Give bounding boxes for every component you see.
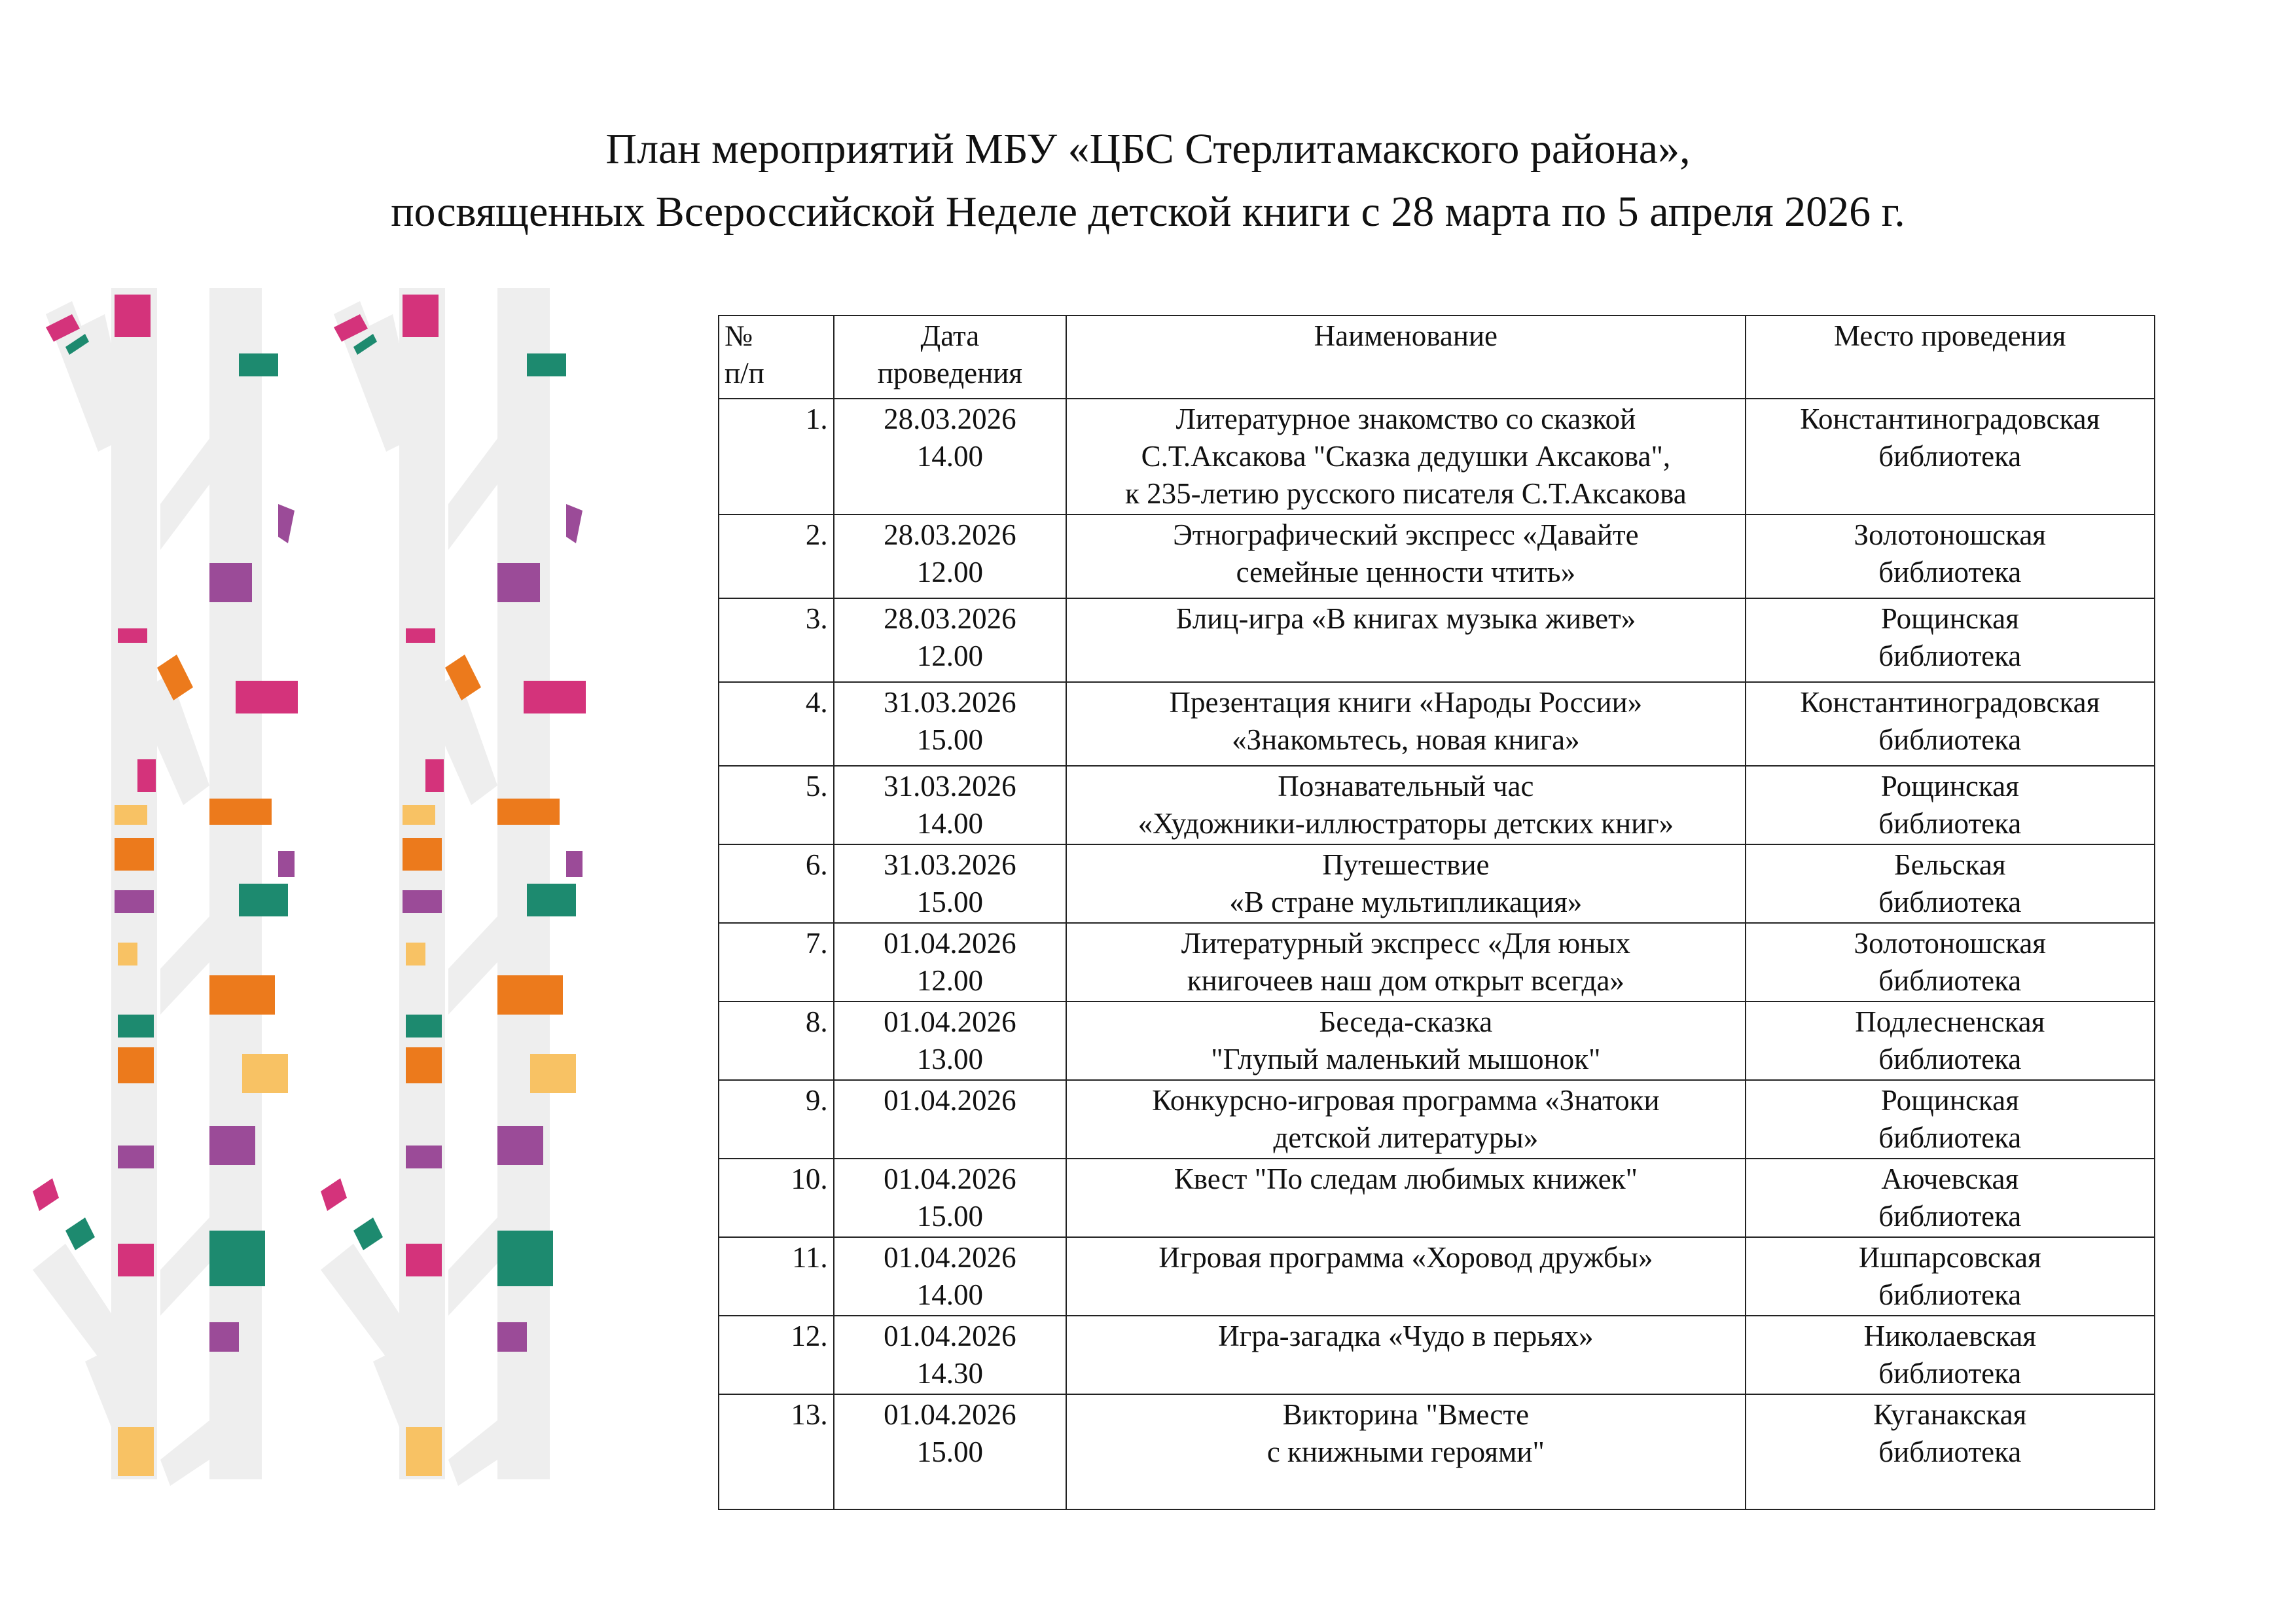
row-number: 2. <box>719 514 834 598</box>
row-event-name: Литературное знакомство со сказкой С.Т.Аксакова "Сказка дедушки Аксакова", к 235-летию русского писателя С.Т.Аксакова <box>1066 399 1745 514</box>
row-date: 01.04.2026 15.00 <box>834 1159 1067 1237</box>
row-place: Константиноградовская библиотека <box>1746 399 2155 514</box>
row-date: 01.04.2026 14.30 <box>834 1316 1067 1394</box>
row-place: Золотоношская библиотека <box>1746 514 2155 598</box>
row-event-name: Путешествие «В стране мультипликация» <box>1066 844 1745 923</box>
row-date: 31.03.2026 15.00 <box>834 844 1067 923</box>
row-number: 1. <box>719 399 834 514</box>
row-event-name: Викторина "Вместе с книжными героями" <box>1066 1394 1745 1509</box>
row-date: 28.03.2026 12.00 <box>834 598 1067 682</box>
table-row <box>719 1159 2155 1237</box>
row-event-name: Познавательный час «Художники-иллюстраторы детских книг» <box>1066 766 1745 844</box>
events-table <box>718 315 2155 1510</box>
row-event-name: Игра-загадка «Чудо в перьях» <box>1066 1316 1745 1394</box>
table-row <box>719 514 2155 598</box>
birch-trees-illustration <box>20 288 622 1499</box>
header-number: № п/п <box>719 316 834 399</box>
row-number: 8. <box>719 1001 834 1080</box>
row-number: 4. <box>719 682 834 766</box>
row-number: 10. <box>719 1159 834 1237</box>
row-event-name: Квест "По следам любимых книжек" <box>1066 1159 1745 1237</box>
row-number: 13. <box>719 1394 834 1509</box>
table-row <box>719 1001 2155 1080</box>
row-date: 01.04.2026 <box>834 1080 1067 1159</box>
row-place: Аючевская библиотека <box>1746 1159 2155 1237</box>
row-number: 11. <box>719 1237 834 1316</box>
table-row <box>719 399 2155 514</box>
header-name: Наименование <box>1066 316 1745 399</box>
title-line-1: План мероприятий МБУ «ЦБС Стерлитамакского района», <box>605 125 1691 173</box>
table-row <box>719 766 2155 844</box>
row-date: 31.03.2026 15.00 <box>834 682 1067 766</box>
row-event-name: Этнографический экспресс «Давайте семейные ценности чтить» <box>1066 514 1745 598</box>
row-place: Рощинская библиотека <box>1746 1080 2155 1159</box>
table-row <box>719 1394 2155 1509</box>
row-place: Куганакская библиотека <box>1746 1394 2155 1509</box>
row-place: Золотоношская библиотека <box>1746 923 2155 1001</box>
title-line-2: посвященных Всероссийской Неделе детской книги с 28 марта по 5 апреля 2026 г. <box>391 188 1905 236</box>
row-number: 5. <box>719 766 834 844</box>
row-place: Рощинская библиотека <box>1746 598 2155 682</box>
row-number: 3. <box>719 598 834 682</box>
row-number: 9. <box>719 1080 834 1159</box>
row-place: Ишпарсовская библиотека <box>1746 1237 2155 1316</box>
row-event-name: Конкурсно-игровая программа «Знатоки детской литературы» <box>1066 1080 1745 1159</box>
row-event-name: Беседа-сказка "Глупый маленький мышонок" <box>1066 1001 1745 1080</box>
row-event-name: Презентация книги «Народы России» «Знакомьтесь, новая книга» <box>1066 682 1745 766</box>
row-place: Бельская библиотека <box>1746 844 2155 923</box>
row-event-name: Литературный экспресс «Для юных книгочеев наш дом открыт всегда» <box>1066 923 1745 1001</box>
row-date: 01.04.2026 15.00 <box>834 1394 1067 1509</box>
row-date: 28.03.2026 12.00 <box>834 514 1067 598</box>
row-place: Константиноградовская библиотека <box>1746 682 2155 766</box>
row-place: Николаевская библиотека <box>1746 1316 2155 1394</box>
row-date: 31.03.2026 14.00 <box>834 766 1067 844</box>
table-row <box>719 682 2155 766</box>
birch-tree <box>33 288 298 1486</box>
table-row <box>719 923 2155 1001</box>
table-header-row <box>719 316 2155 399</box>
table-row <box>719 1237 2155 1316</box>
table-row <box>719 598 2155 682</box>
row-event-name: Игровая программа «Хоровод дружбы» <box>1066 1237 1745 1316</box>
header-place: Место проведения <box>1746 316 2155 399</box>
row-date: 01.04.2026 14.00 <box>834 1237 1067 1316</box>
table-row <box>719 1080 2155 1159</box>
row-number: 7. <box>719 923 834 1001</box>
row-number: 6. <box>719 844 834 923</box>
table-row <box>719 844 2155 923</box>
row-place: Подлесненская библиотека <box>1746 1001 2155 1080</box>
row-date: 01.04.2026 12.00 <box>834 923 1067 1001</box>
row-number: 12. <box>719 1316 834 1394</box>
document-title <box>0 118 2296 244</box>
table-row <box>719 1316 2155 1394</box>
row-place: Рощинская библиотека <box>1746 766 2155 844</box>
row-date: 28.03.2026 14.00 <box>834 399 1067 514</box>
row-event-name: Блиц-игра «В книгах музыка живет» <box>1066 598 1745 682</box>
header-date: Дата проведения <box>834 316 1067 399</box>
row-date: 01.04.2026 13.00 <box>834 1001 1067 1080</box>
